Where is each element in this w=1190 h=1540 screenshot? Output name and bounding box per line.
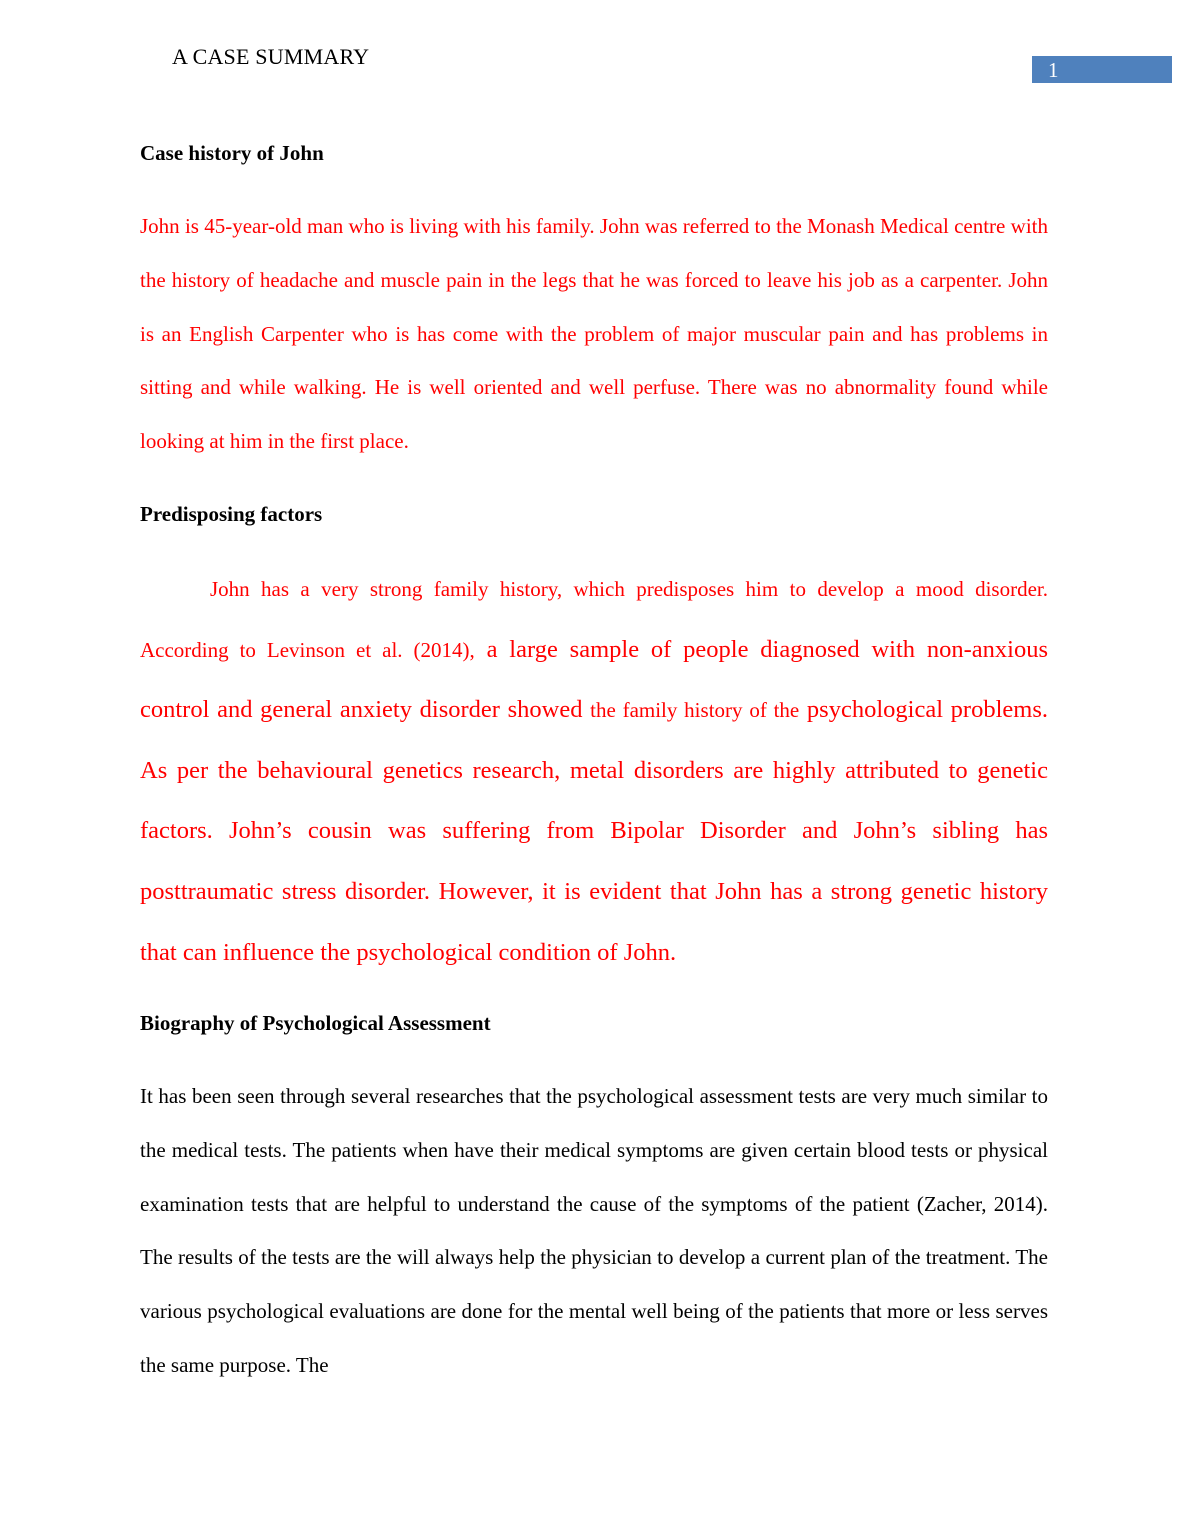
heading-biography: Biography of Psychological Assessment: [140, 1011, 491, 1035]
heading-predisposing-factors: Predisposing factors: [140, 502, 323, 526]
predisposing-text-part-3: the family history of the: [590, 698, 800, 723]
page-number: 1: [1048, 58, 1059, 82]
running-head: A CASE SUMMARY: [172, 44, 370, 69]
page-number-box: [1032, 56, 1172, 83]
predisposing-text-part-1: John has a very strong family history, which predisposes him to develop a mood disorder. According to Levinson et al. (2014),: [140, 577, 1048, 662]
paragraph-biography: It has been seen through several researches that the psychological assessment tests are very much similar to the medical tests. The patients when have their medical symptoms are given certain blood tests or physical examination tests that are helpful to understand the cause of the symptoms of the patient (Zacher, 2014). The results of the tests are the will always help the physician to develop a current plan of the treatment. The various psychological evaluations are done for the mental well being of the patients that more or less serves the same purpose. The: [140, 1084, 1048, 1377]
paragraph-case-history: John is 45-year-old man who is living with his family. John was referred to the Monash Medical centre with the history of headache and muscle pain in the legs that he was forced to leave his job as a carpenter. John is an English Carpenter who is has come with the problem of major muscular pain and has problems in sitting and while walking. He is well oriented and well perfuse. There was no abnormality found while looking at him in the first place.: [140, 214, 1048, 454]
predisposing-text-part-2: a large sample of people diagnosed with non-anxious control and general anxiety disorder showed: [140, 635, 1048, 724]
predisposing-text-part-4: psychological problems. As per the behavioural genetics research, metal disorders are highly attributed to genetic factors. John’s cousin was suffering from Bipolar Disorder and John’s sibling has posttraumatic stress disorder. However, it is evident that John has a strong genetic history that can influence the psychological condition of John.: [140, 696, 1048, 966]
paragraph-predisposing-factors: [140, 559, 1048, 983]
heading-case-history: Case history of John: [140, 141, 324, 165]
